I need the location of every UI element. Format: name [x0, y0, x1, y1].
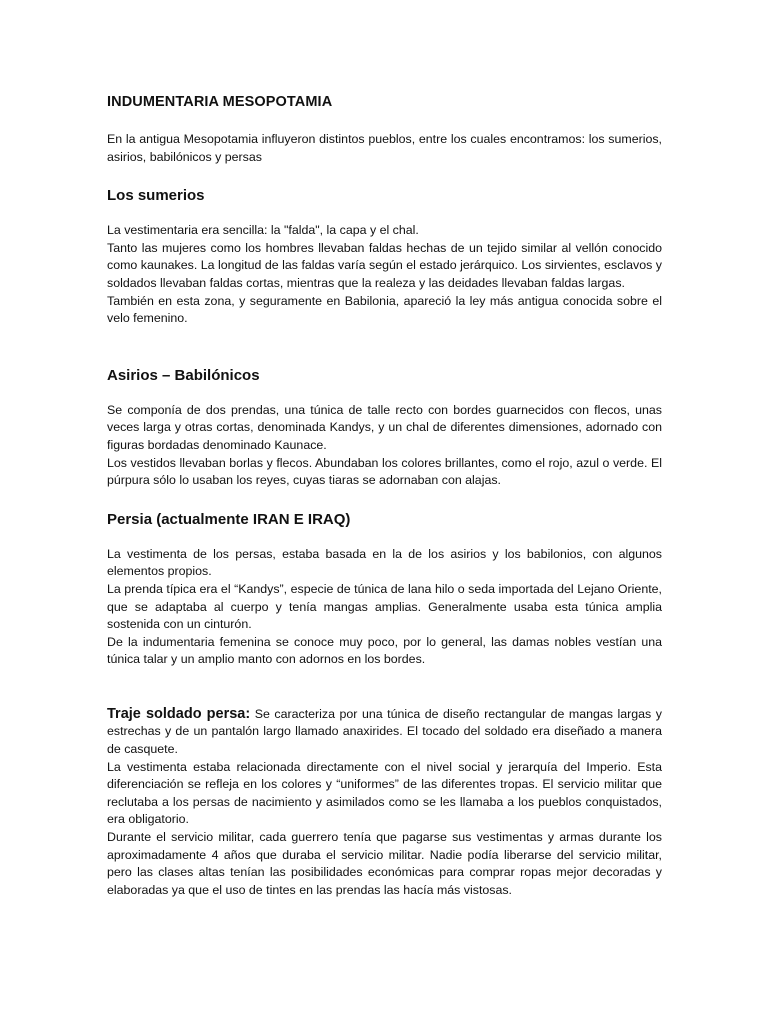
soldier-paragraph: La vestimenta estaba relacionada directamente con el nivel social y jerarquía del Imperio. Esta diferenciación se refleja en los colores y “uniformes” de las diferentes tropas. El servicio militar que reclutaba a los persas de nacimiento y asimilados como se les llamaba a los pueblos conquistados, era obligatorio. [107, 759, 662, 827]
asirios-paragraph: Los vestidos llevaban borlas y flecos. Abundaban los colores brillantes, como el rojo, azul o verde. El púrpura sólo lo usaban los reyes, cuyas tiaras se adornaban con alajas. [107, 455, 662, 488]
asirios-paragraph: Se componía de dos prendas, una túnica de talle recto con bordes guarnecidos con flecos, unas veces larga y otras cortas, denominada Kandys, y un chal de diferentes dimensiones, adornado con figuras bordadas denominado Kaunace. [107, 402, 662, 452]
section-heading-persia: Persia (actualmente IRAN E IRAQ) [107, 510, 351, 528]
document-title: INDUMENTARIA MESOPOTAMIA [107, 94, 333, 110]
intro-paragraph: En la antigua Mesopotamia influyeron distintos pueblos, entre los cuales encontramos: los sumerios, asirios, babilónicos y persas [107, 132, 662, 164]
persia-paragraph: La vestimenta de los persas, estaba basada en la de los asirios y los babilonios, con algunos elementos propios. [107, 546, 662, 579]
soldier-paragraph [107, 706, 662, 759]
sumerios-paragraph: La vestimentaria era sencilla: la "falda", la capa y el chal. [107, 223, 419, 238]
soldier-paragraph: Durante el servicio militar, cada guerrero tenía que pagarse sus vestimentas y armas durante los aproximadamente 4 años que duraba el servicio militar. Nadie podía liberarse del servicio militar, pero las clases altas tenían las posibilidades económicas para comprar ropas mejor decoradas y elaboradas ya que el uso de tintes en las prendas las hacía más vistosas. [107, 830, 662, 897]
sumerios-paragraph: Tanto las mujeres como los hombres llevaban faldas hechas de un tejido similar al vellón conocido como kaunakes. La longitud de las faldas varía según el estado jerárquico. Los sirvientes, esclavos y soldados llevaban faldas cortas, mientras que la realeza y las deidades llevaban faldas largas. [107, 240, 662, 290]
persia-paragraph: De la indumentaria femenina se conoce muy poco, por lo general, las damas nobles vestían una túnica talar y un amplio manto con adornos en los bordes. [107, 634, 662, 667]
sumerios-paragraph: También en esta zona, y seguramente en Babilonia, apareció la ley más antigua conocida sobre el velo femenino. [107, 293, 662, 326]
persia-paragraph: La prenda típica era el “Kandys”, especie de túnica de lana hilo o seda importada del Lejano Oriente, que se adaptaba al cuerpo y tenía mangas amplias. Generalmente usaba esta túnica amplia sostenida con un cinturón. [107, 581, 662, 632]
section-heading-sumerios: Los sumerios [107, 187, 205, 205]
document-page [107, 92, 662, 899]
section-heading-asirios: Asirios – Babilónicos [107, 366, 260, 384]
soldier-heading: Traje soldado persa: [107, 705, 251, 722]
soldier-lead-text: Se caracteriza por una túnica de diseño rectangular de mangas largas y estrechas y de un pantalón largo llamado anaxirides. El tocado del soldado era diseñado a manera de casquete. [107, 706, 662, 757]
